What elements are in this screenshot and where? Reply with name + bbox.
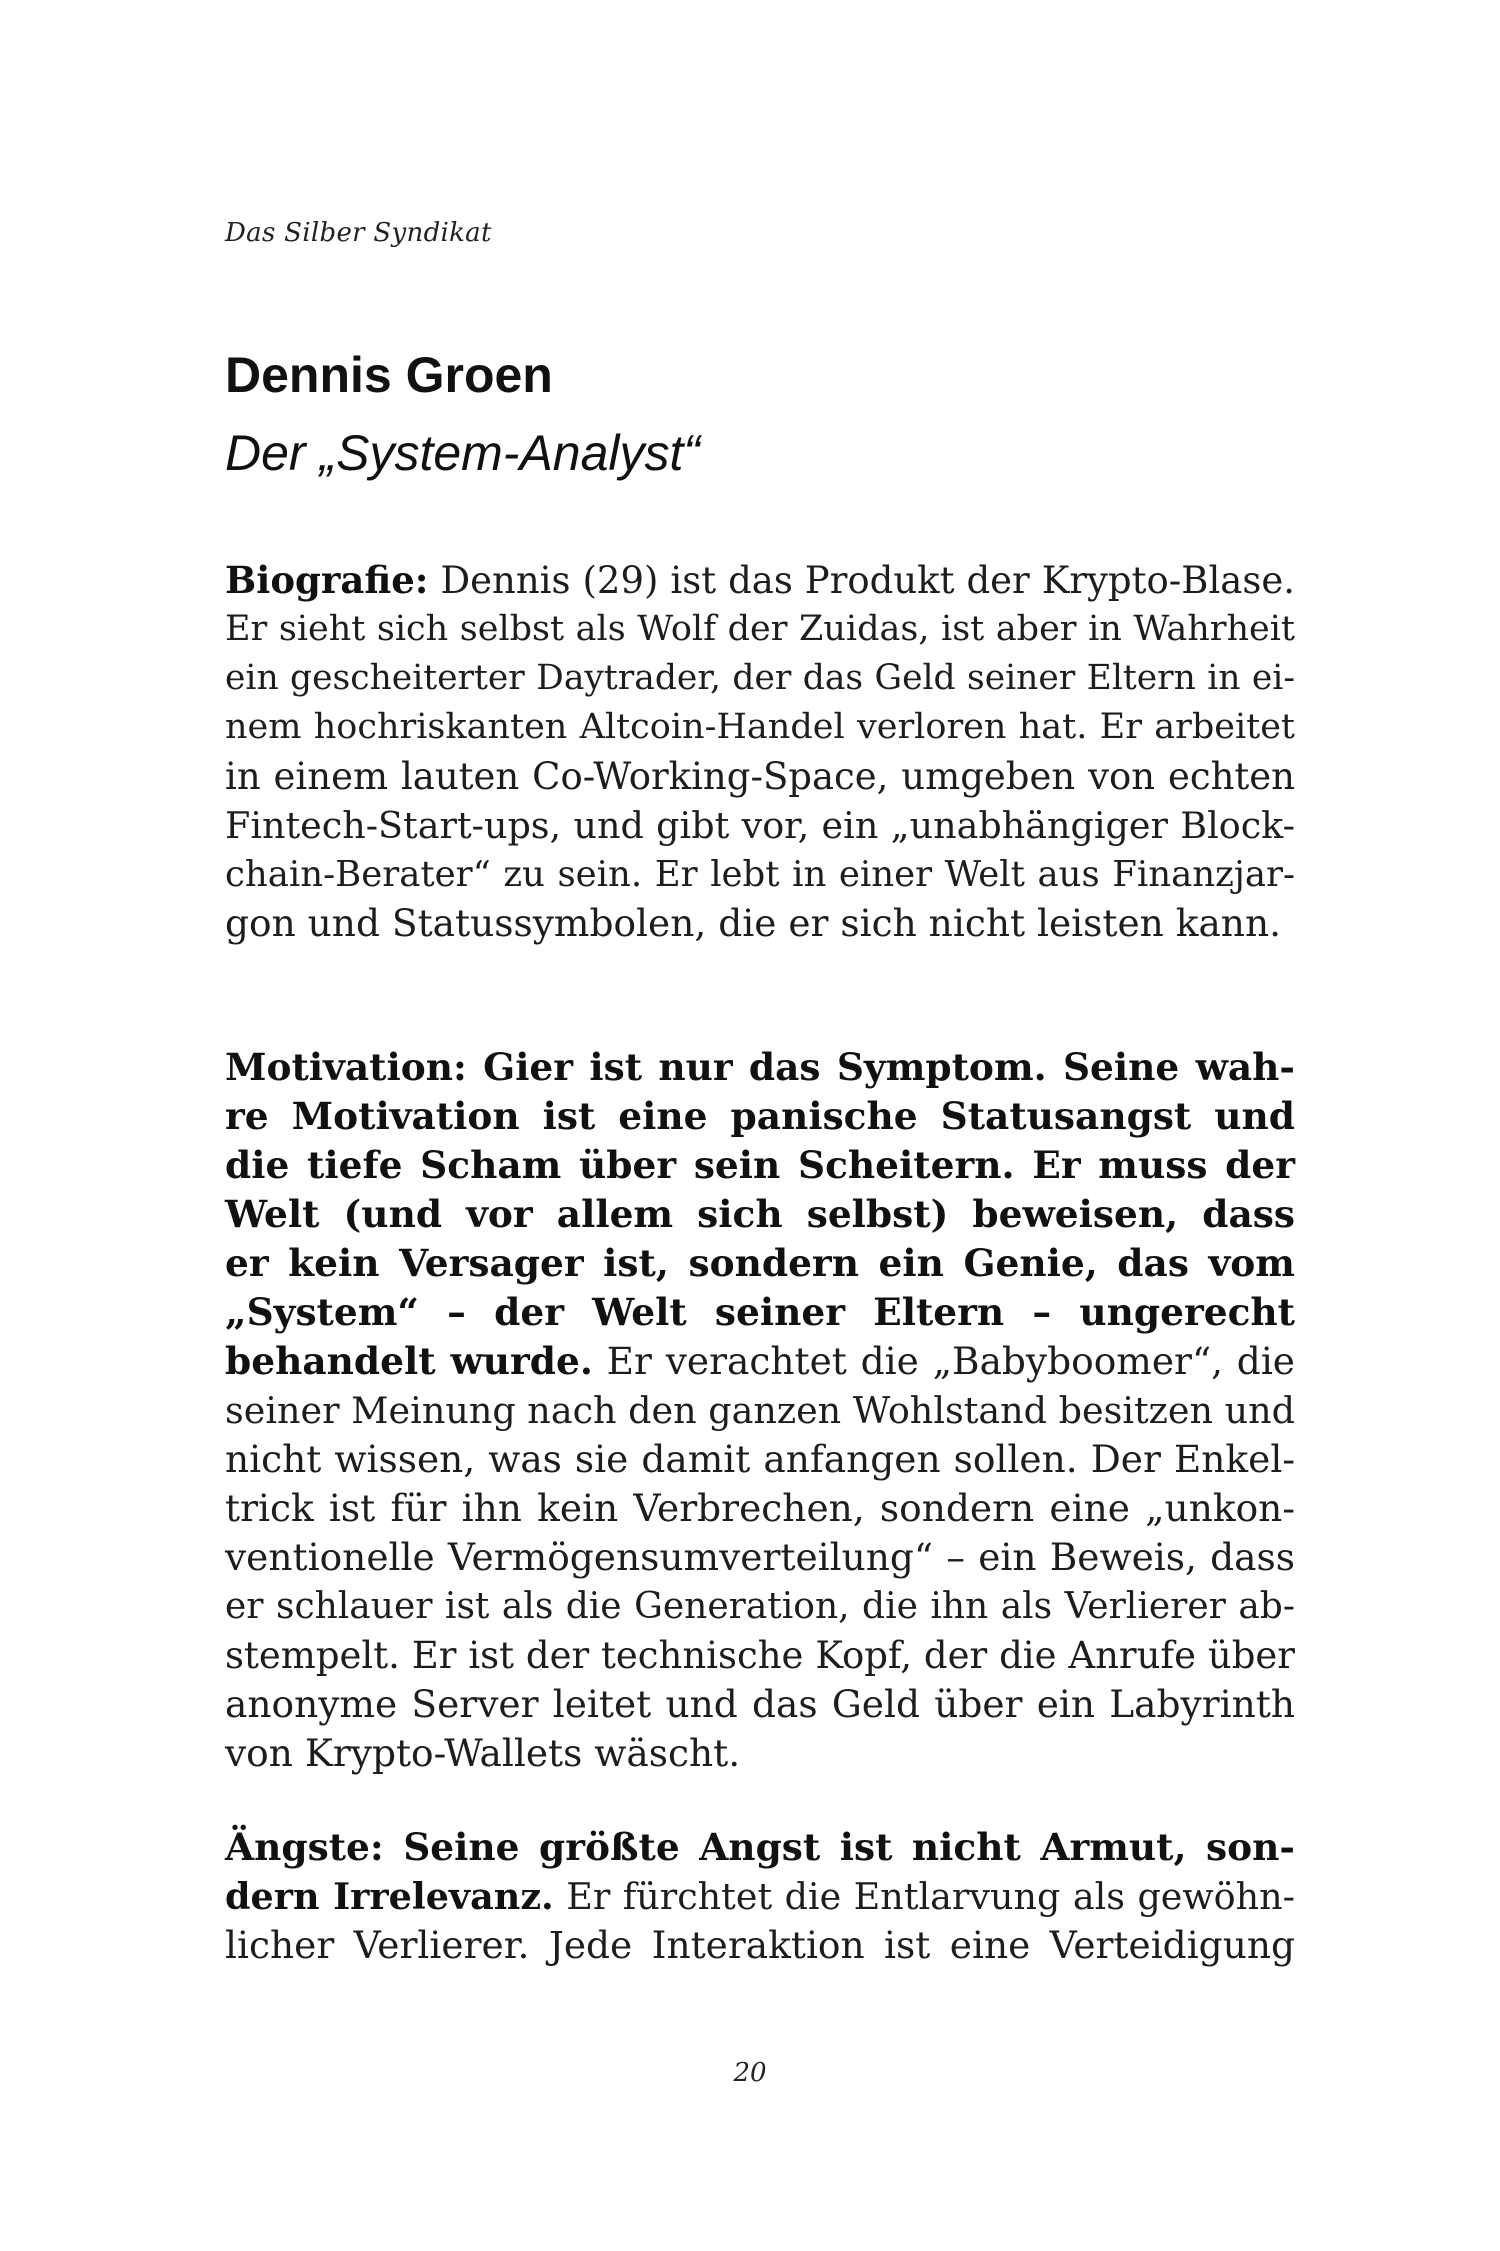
fears-text: Er fürchtet die Entlarvung als gewöhn- (553, 1875, 1295, 1918)
fears-bold-tail: dern Irrelevanz. (225, 1875, 554, 1918)
motivation-line: ventionelle Vermögensumverteilung“ – ein Beweis, dass (225, 1535, 1295, 1579)
biography-label: Biografie: (225, 558, 429, 602)
motivation-line: trick ist für ihn kein Verbrechen, sondern eine „unkon- (225, 1486, 1295, 1530)
motivation-line (225, 1337, 1295, 1386)
fears-line (225, 1872, 1295, 1921)
motivation-line: anonyme Server leitet und das Geld über ein Labyrinth (225, 1682, 1295, 1726)
motivation-bold-tail: behandelt wurde. (225, 1339, 593, 1383)
biography-line (225, 556, 1295, 605)
motivation-bold-line: die tiefe Scham über sein Scheitern. Er muss der (225, 1143, 1295, 1187)
fears-section (225, 1823, 1295, 1970)
biography-line: Fintech-Start-ups, und gibt vor, ein „unabhängiger Block- (225, 804, 1295, 847)
fears-bold-line: Ängste: Seine größte Angst ist nicht Armut, son- (225, 1825, 1295, 1869)
motivation-bold-line: „System“ – der Welt seiner Eltern – ungerecht (225, 1290, 1295, 1334)
motivation-bold-line: er kein Versager ist, sondern ein Genie, das vom (225, 1241, 1295, 1285)
motivation-line: er schlauer ist als die Generation, die ihn als Verlierer ab- (225, 1586, 1295, 1627)
motivation-text: Er verachtet die „Babyboomer“, die (592, 1339, 1295, 1383)
character-name: Dennis Groen (225, 347, 553, 403)
biography-line: Er sieht sich selbst als Wolf der Zuidas, ist aber in Wahrheit (225, 609, 1295, 649)
page-number: 20 (733, 2058, 767, 2088)
motivation-line: nicht wissen, was sie damit anfangen sollen. Der Enkel- (225, 1437, 1295, 1481)
biography-section (225, 556, 1295, 948)
character-role: Der „System-Analyst“ (225, 425, 701, 481)
motivation-line: stempelt. Er ist der technische Kopf, der die Anrufe über (225, 1634, 1295, 1677)
fears-line: licher Verlierer. Jede Interaktion ist eine Verteidigung (225, 1923, 1295, 1967)
motivation-bold-line: Motivation: Gier ist nur das Symptom. Seine wah- (225, 1045, 1295, 1089)
biography-line: nem hochriskanten Altcoin-Handel verloren hat. Er arbeitet (225, 707, 1295, 747)
motivation-line: seiner Meinung nach den ganzen Wohlstand besitzen und (225, 1389, 1295, 1432)
biography-text: Dennis (29) ist das Produkt der Krypto-Blase. (428, 559, 1295, 602)
running-header: Das Silber Syndikat (225, 218, 492, 248)
biography-line: in einem lauten Co-Working-Space, umgeben von echten (225, 755, 1295, 798)
biography-line: ein gescheiterter Daytrader, der das Geld seiner Eltern in ei- (225, 658, 1295, 698)
motivation-bold-line: Welt (und vor allem sich selbst) beweisen, dass (225, 1192, 1295, 1236)
motivation-line: von Krypto-Wallets wäscht. (225, 1731, 741, 1775)
motivation-section (225, 1043, 1295, 1778)
biography-line: chain-Berater“ zu sein. Er lebt in einer Welt aus Finanzjar- (225, 854, 1295, 895)
motivation-bold-line: re Motivation ist eine panische Statusangst und (225, 1094, 1295, 1138)
biography-line: gon und Statussymbolen, die er sich nicht leisten kann. (225, 901, 1282, 945)
